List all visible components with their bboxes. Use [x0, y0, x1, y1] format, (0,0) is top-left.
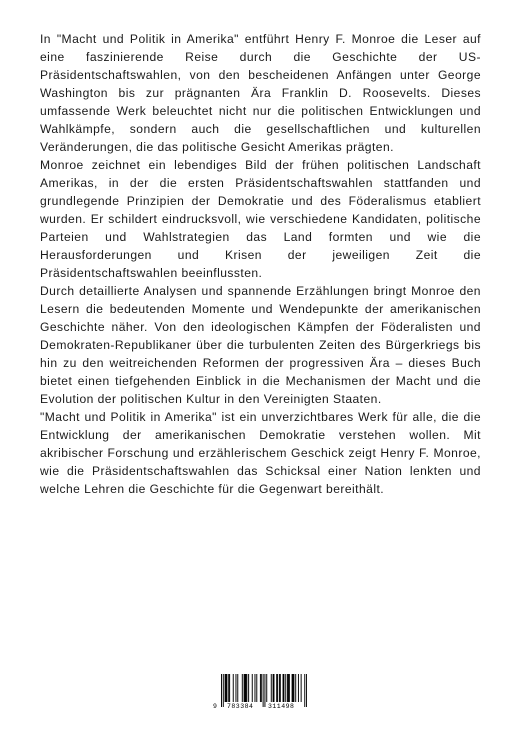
barcode-right-digits: 311498 [268, 703, 295, 710]
barcode-bar [301, 674, 302, 702]
blurb-paragraph-2: Monroe zeichnet ein lebendiges Bild der frühen politischen Landschaft Amerikas, in der die ersten Präsidentschaftswahlen stattfanden und grundlegende Prinzipien der Demokratie und des Föderalismus etabliert wurden. Er schildert eindrucksvoll, wie verschiedene Kandidaten, politische Parteien und Wahlstrategien das Land formten und wie die Herausforderungen und Krisen der jeweiligen Zeit die Präsidentschaftswahlen beeinflussten. [40, 158, 481, 280]
barcode-left-digits: 783384 [227, 703, 254, 710]
barcode-bar [298, 674, 299, 702]
barcode-bar [295, 674, 296, 702]
barcode-bar [283, 674, 284, 702]
barcode-bar [226, 674, 227, 702]
barcode-bar [279, 674, 280, 702]
barcode-bar [244, 674, 245, 702]
barcode-bar [245, 674, 246, 702]
barcode-bar [225, 674, 226, 702]
barcode-bar [288, 674, 289, 702]
barcode-bar [237, 674, 238, 702]
barcode-bar [277, 674, 278, 702]
barcode-bar [242, 674, 243, 702]
barcode-bar [271, 674, 272, 702]
barcode-bar [276, 674, 277, 702]
barcode-bar [306, 674, 307, 707]
barcode-bar [245, 674, 246, 702]
barcode-bar [287, 674, 288, 702]
barcode-bar [228, 674, 229, 702]
barcode-bar [256, 674, 257, 702]
barcode-bar [274, 674, 275, 702]
barcode-bar [261, 674, 262, 702]
barcode-bar [252, 674, 253, 702]
barcode-bar [293, 674, 294, 702]
barcode-bar [263, 674, 264, 707]
barcode-bar [292, 674, 293, 702]
barcode-bar [266, 674, 267, 702]
isbn-barcode [213, 674, 314, 712]
barcode-bar [246, 674, 247, 702]
barcode-bar [233, 674, 234, 702]
barcode-bar [226, 674, 227, 702]
barcode-bar [221, 674, 222, 707]
blurb-paragraph-3: Durch detaillierte Analysen und spannende Erzählungen bringt Monroe den Lesern die bedeutenden Momente und Wendepunkte der amerikanischen Geschichte näher. Von den ideologischen Kämpfen der Föderalisten und Demokraten-Republikaner über die turbulenten Zeiten des Bürgerkriegs bis hin zu den weitreichenden Reformen der progressiven Ära – dieses Buch bietet einen tiefgehenden Einblick in die Mechanismen der Macht und die Evolution der politischen Kultur in den Vereinigten Staaten. [40, 284, 481, 406]
barcode-bar [285, 674, 286, 702]
barcode-bar [304, 674, 305, 707]
blurb-paragraph-1: In "Macht und Politik in Amerika" entführt Henry F. Monroe die Leser auf eine faszinierende Reise durch die Geschichte der US-Präsidentschaftswahlen, von den bescheidenen Anfängen unter George Washington bis zur prägnanten Ära Franklin D. Roosevelts. Dieses umfassende Werk beleuchtet nicht nur die politischen Entwicklungen und Wahlkämpfe, sondern auch die gesellschaftlichen und kulturellen Veränderungen, die das politische Gesicht Amerikas prägten. [40, 32, 481, 154]
barcode-bar [280, 674, 281, 702]
barcode-bar [273, 674, 274, 702]
barcode-bar [248, 674, 249, 702]
barcode-first-digit: 9 [213, 703, 218, 710]
barcode-bar [254, 674, 255, 702]
barcode-bar [235, 674, 236, 702]
barcode-bar [289, 674, 290, 702]
back-cover-blurb [40, 30, 481, 498]
barcode-bar [223, 674, 224, 707]
barcode-bar [229, 674, 230, 702]
barcode-bar [293, 674, 294, 702]
barcode-bar [264, 674, 265, 707]
blurb-paragraph-4: "Macht und Politik in Amerika" ist ein unverzichtbares Werk für alle, die die Entwicklung der amerikanischen Demokratie verstehen wollen. Mit akribischer Forschung und erzählerischem Geschick zeigt Henry F. Monroe, wie die Präsidentschaftswahlen das Schicksal einer Nation lenkten und welche Lehren die Geschichte für die Gegenwart bereithält. [40, 410, 481, 496]
barcode-bar [283, 674, 284, 702]
barcode-bar [260, 674, 261, 702]
